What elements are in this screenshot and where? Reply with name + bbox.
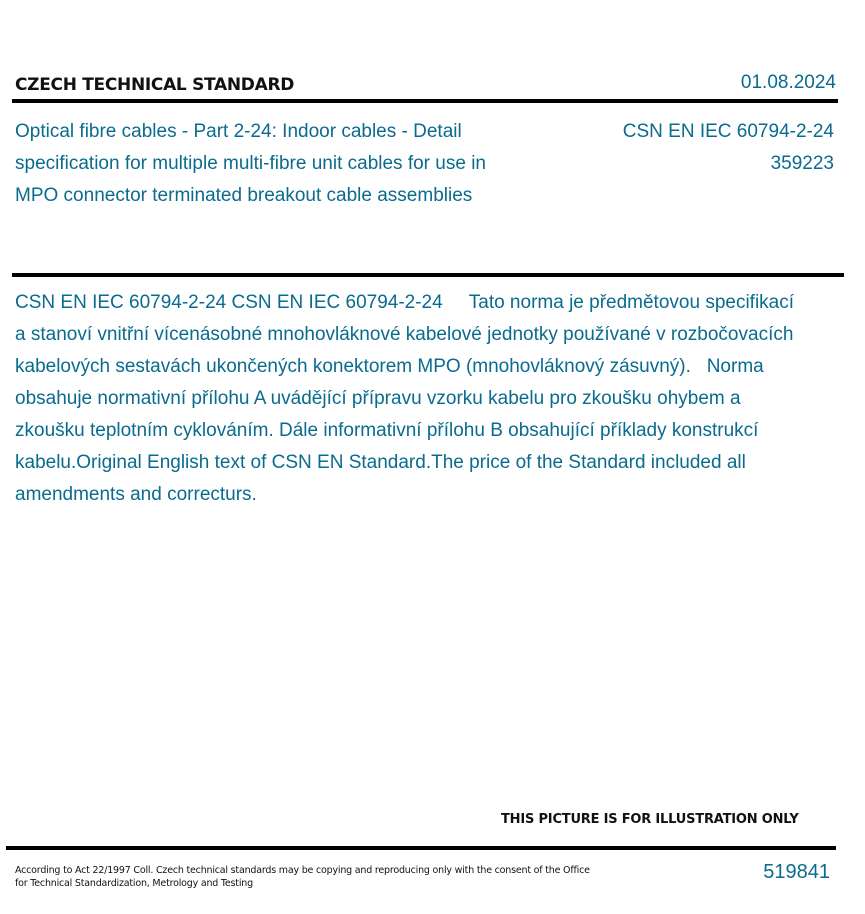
standard-code: CSN EN IEC 60794-2-24 (622, 121, 834, 142)
standard-title: Optical fibre cables - Part 2-24: Indoor cables - Detail specification for multiple multi-fibre unit cables for use in MPO connector terminated breakout cable assemblies (15, 121, 486, 206)
header-divider (12, 99, 838, 103)
class-number: 359223 (770, 153, 834, 174)
legal-note: According to Act 22/1997 Coll. Czech technical standards may be copying and reproducing only with the consent of the Office for Technical Standardization, Metrology and Testing (15, 865, 590, 889)
publication-date: 01.08.2024 (740, 72, 836, 93)
standard-code-block (623, 116, 834, 180)
footer-divider (6, 846, 836, 850)
document-type-label: CZECH TECHNICAL STANDARD (15, 75, 295, 95)
standard-description: CSN EN IEC 60794-2-24 CSN EN IEC 60794-2-24 Tato norma je předmětovou specifikací a stanoví vnitřní vícenásobné mnohovláknové kabelové jednotky používané v rozbočovacích kabelových sestavách ukončených konektorem MPO (mnohovláknový zásuvný). Norma obsahuje normativní přílohu A uvádějící přípravu vzorku kabelu pro zkoušku ohybem a zkoušku teplotním cyklováním. Dále informativní přílohu B obsahující příklady konstrukcí kabelu.Original English text of CSN EN Standard.The price of the Standard included all amendments and correcturs. (15, 292, 800, 505)
title-divider (12, 273, 844, 277)
document-number: 519841 (763, 861, 830, 883)
illustration-note: THIS PICTURE IS FOR ILLUSTRATION ONLY (501, 812, 799, 827)
